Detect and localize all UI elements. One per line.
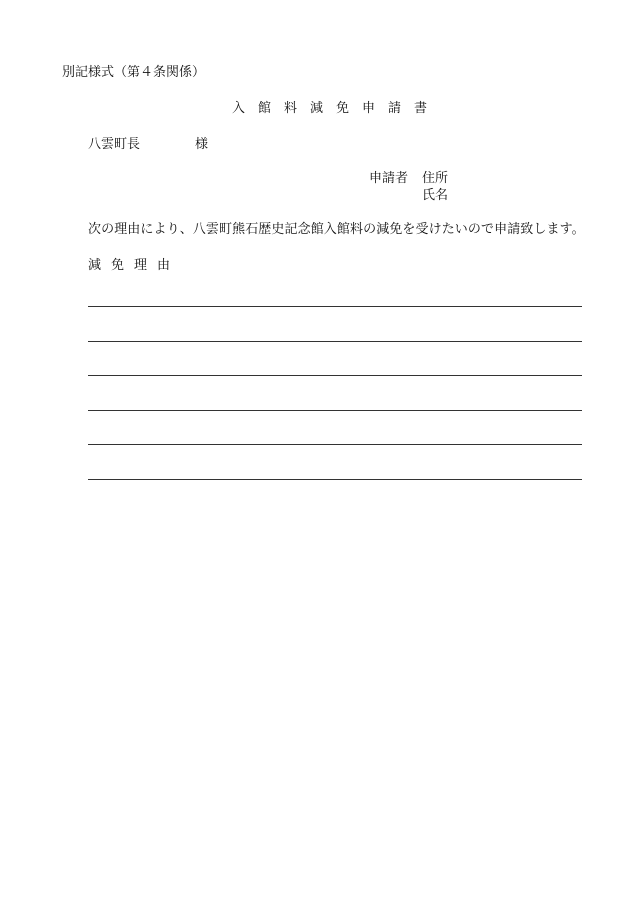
document-title: 入館料減免申請書: [231, 101, 440, 116]
applicant-label: 申請者: [369, 171, 409, 186]
addressee: 八雲町長: [88, 137, 141, 152]
reason-line-4[interactable]: [88, 410, 582, 411]
reason-line-3[interactable]: [88, 375, 582, 376]
reason-line-2[interactable]: [88, 341, 582, 342]
applicant-address-label: 住所: [422, 171, 449, 186]
request-statement: 次の理由により、八雲町熊石歴史記念館入館料の減免を受けたいので申請致します。: [88, 222, 585, 237]
reason-heading: 減免理由: [88, 258, 181, 273]
form-label: 別記様式（第４条関係）: [62, 65, 206, 80]
addressee-honorific: 様: [195, 137, 209, 152]
reason-line-6[interactable]: [88, 479, 582, 480]
applicant-name-label: 氏名: [422, 188, 449, 203]
reason-line-1[interactable]: [88, 306, 582, 307]
reason-line-5[interactable]: [88, 444, 582, 445]
